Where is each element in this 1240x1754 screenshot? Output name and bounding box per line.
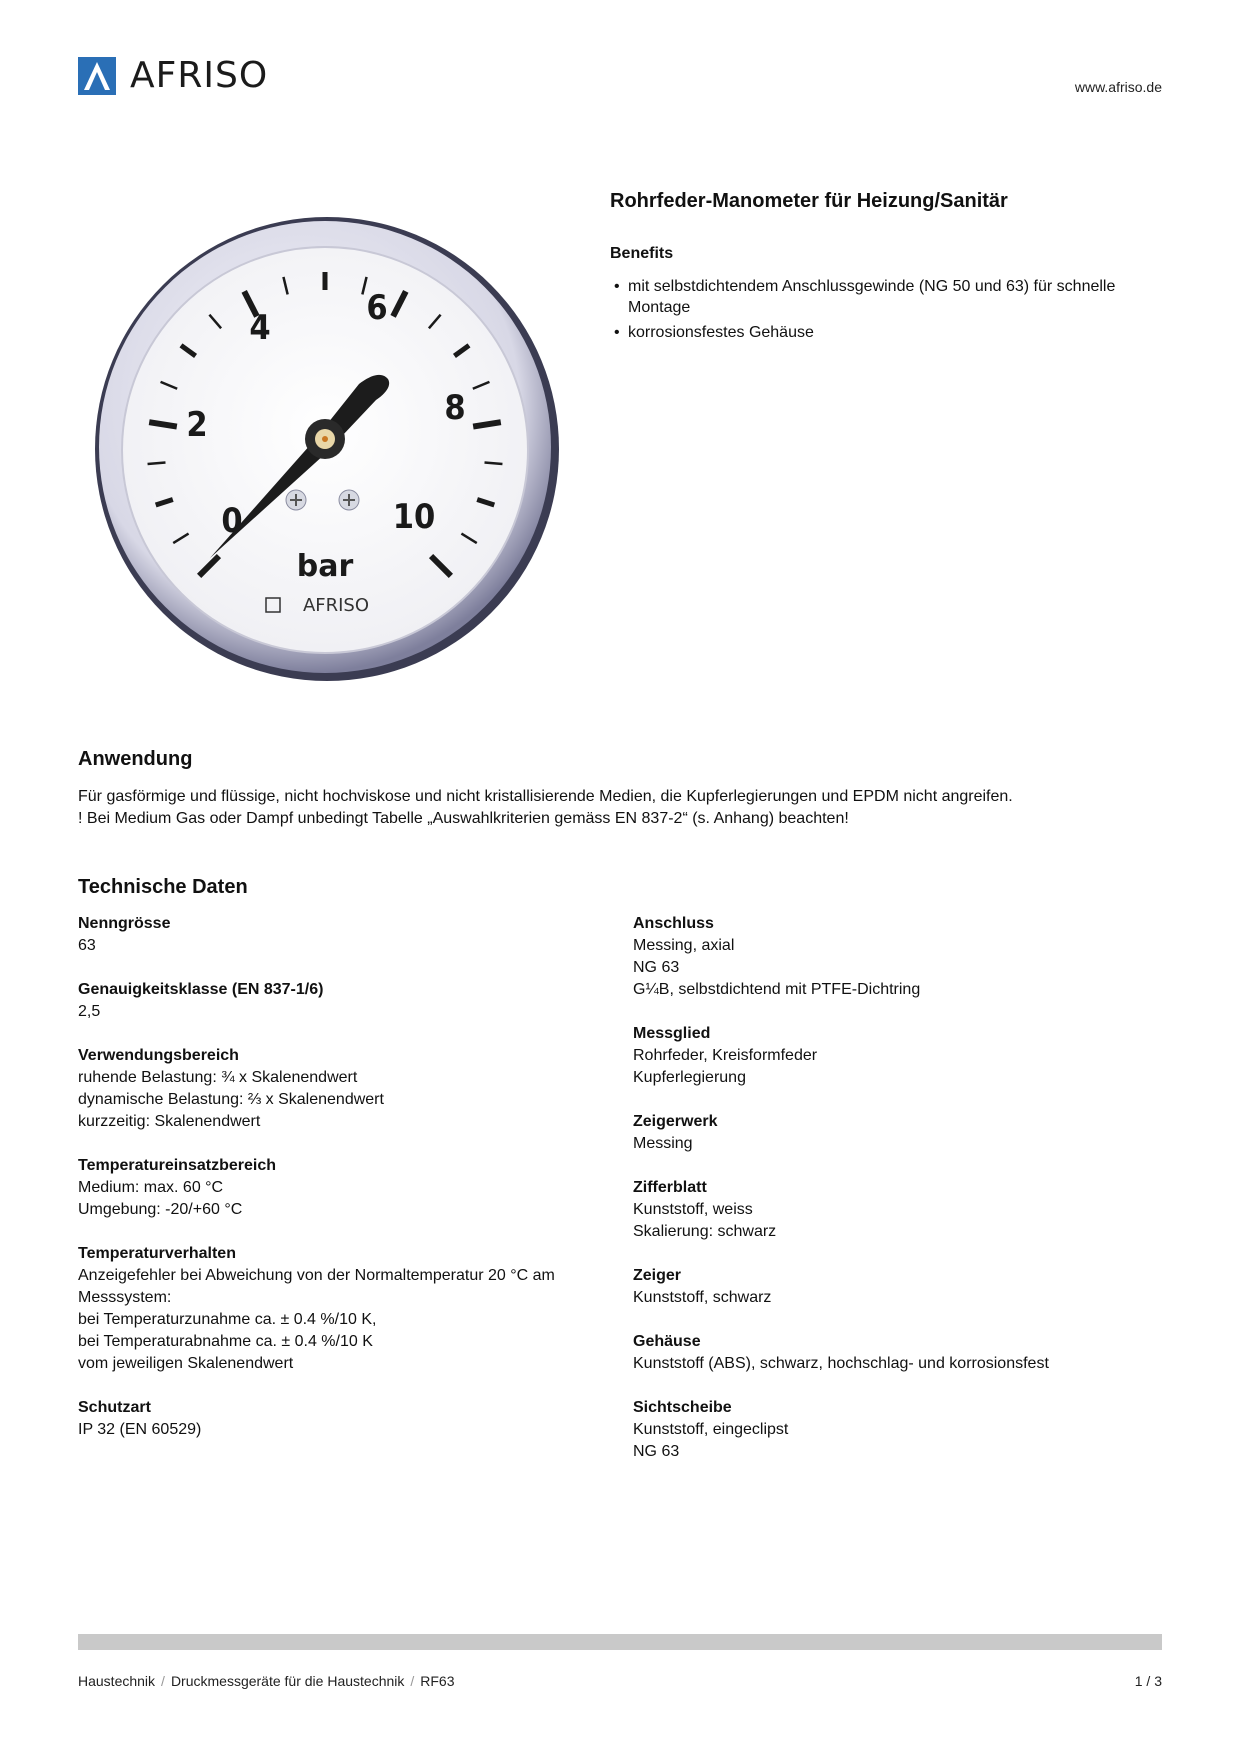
scale-label: 0 bbox=[221, 501, 243, 541]
spec-value: Umgebung: -20/+60 °C bbox=[78, 1201, 243, 1218]
application-heading: Anwendung bbox=[78, 748, 193, 770]
breadcrumb-item[interactable]: RF63 bbox=[420, 1673, 455, 1689]
dial-brand: AFRISO bbox=[302, 595, 370, 616]
breadcrumb bbox=[78, 1673, 455, 1689]
spec-label: Zeiger bbox=[633, 1267, 682, 1284]
gauge-tick bbox=[148, 463, 166, 464]
spec-label: Zeigerwerk bbox=[633, 1113, 718, 1130]
spec-value: IP 32 (EN 60529) bbox=[78, 1421, 202, 1438]
gauge-tick bbox=[485, 463, 503, 464]
spec-value: Kunststoff, schwarz bbox=[633, 1289, 772, 1306]
spec-value: 63 bbox=[78, 937, 96, 954]
spec-label: Verwendungsbereich bbox=[78, 1047, 239, 1064]
product-image bbox=[92, 214, 562, 684]
spec-value: bei Temperaturzunahme ca. ± 0.4 %/10 K, bbox=[78, 1311, 377, 1328]
page-number: 1 / 3 bbox=[1134, 1673, 1162, 1689]
spec-label: Schutzart bbox=[78, 1399, 151, 1416]
spec-label: Nenngrösse bbox=[78, 915, 171, 932]
website-link[interactable]: www.afriso.de bbox=[1074, 79, 1162, 95]
spec-zeiger bbox=[633, 1265, 1173, 1309]
spec-value: Kupferlegierung bbox=[633, 1069, 746, 1086]
scale-label: 2 bbox=[186, 405, 208, 445]
spec-label: Zifferblatt bbox=[633, 1179, 707, 1196]
spec-temperatureinsatzbereich bbox=[78, 1155, 618, 1221]
benefits-heading: Benefits bbox=[610, 245, 674, 262]
benefit-item: • korrosionsfestes Gehäuse bbox=[614, 322, 1174, 343]
spec-value: ruhende Belastung: ¾ x Skalenendwert bbox=[78, 1069, 358, 1086]
footer-divider-bar bbox=[78, 1634, 1162, 1650]
spec-value: Messsystem: bbox=[78, 1289, 172, 1306]
spec-value: Medium: max. 60 °C bbox=[78, 1179, 224, 1196]
breadcrumb-item[interactable]: Haustechnik bbox=[78, 1673, 156, 1689]
scale-label: 6 bbox=[366, 288, 388, 328]
benefits-list bbox=[614, 276, 1174, 347]
spec-verwendungsbereich bbox=[78, 1045, 618, 1133]
spec-label: Temperatureinsatzbereich bbox=[78, 1157, 276, 1174]
spec-value: bei Temperaturabnahme ca. ± 0.4 %/10 K bbox=[78, 1333, 373, 1350]
spec-value: Skalierung: schwarz bbox=[633, 1223, 777, 1240]
spec-value: kurzzeitig: Skalenendwert bbox=[78, 1113, 261, 1130]
application-text bbox=[78, 786, 1168, 830]
spec-value: vom jeweiligen Skalenendwert bbox=[78, 1355, 294, 1372]
breadcrumb-item[interactable]: Druckmessgeräte für die Haustechnik bbox=[170, 1673, 405, 1689]
afriso-logo-icon bbox=[78, 57, 116, 95]
spec-label: Gehäuse bbox=[633, 1333, 701, 1350]
unit-label: bar bbox=[296, 549, 354, 584]
spec-nenngroesse bbox=[78, 913, 618, 957]
spec-value: Kunststoff (ABS), schwarz, hochschlag- und korrosionsfest bbox=[633, 1355, 1049, 1372]
spec-zifferblatt bbox=[633, 1177, 1173, 1243]
spec-schutzart bbox=[78, 1397, 618, 1441]
scale-label: 4 bbox=[249, 308, 271, 348]
technical-left-column bbox=[78, 913, 618, 1463]
application-line: ! Bei Medium Gas oder Dampf unbedingt Tabelle „Auswahlkriterien gemäss EN 837-2“ (s. Anhang) beachten! bbox=[78, 810, 849, 827]
brand-name: AFRISO bbox=[130, 55, 269, 96]
scale-label: 10 bbox=[392, 497, 436, 537]
spec-value: 2,5 bbox=[78, 1003, 101, 1020]
spec-value: NG 63 bbox=[633, 959, 680, 976]
spec-value: Kunststoff, eingeclipst bbox=[633, 1421, 789, 1438]
spec-label: Messglied bbox=[633, 1025, 711, 1042]
breadcrumb-separator: / bbox=[410, 1673, 415, 1689]
scale-label: 8 bbox=[444, 388, 466, 428]
brand-logo bbox=[78, 55, 268, 96]
spec-value: G¼B, selbstdichtend mit PTFE-Dichtring bbox=[633, 981, 921, 998]
spec-messglied bbox=[633, 1023, 1173, 1089]
product-title: Rohrfeder-Manometer für Heizung/Sanitär bbox=[610, 190, 1008, 212]
spec-gehaeuse bbox=[633, 1331, 1173, 1375]
spec-label: Temperaturverhalten bbox=[78, 1245, 236, 1262]
spec-genauigkeitsklasse bbox=[78, 979, 618, 1023]
spec-label: Genauigkeitsklasse (EN 837-1/6) bbox=[78, 981, 324, 998]
application-line: Für gasförmige und flüssige, nicht hochviskose und nicht kristallisierende Medien, die Kupferlegierungen und EPDM nicht angreifen. bbox=[78, 788, 1013, 805]
spec-sichtscheibe bbox=[633, 1397, 1173, 1463]
benefit-item: • mit selbstdichtendem Anschlussgewinde (NG 50 und 63) für schnelle Montage bbox=[614, 276, 1174, 318]
spec-value: Kunststoff, weiss bbox=[633, 1201, 753, 1218]
spec-anschluss bbox=[633, 913, 1173, 1001]
technical-heading: Technische Daten bbox=[78, 876, 248, 898]
spec-value: Rohrfeder, Kreisformfeder bbox=[633, 1047, 818, 1064]
spec-value: Messing, axial bbox=[633, 937, 735, 954]
spec-value: NG 63 bbox=[633, 1443, 680, 1460]
spec-zeigerwerk bbox=[633, 1111, 1173, 1155]
spec-value: Messing bbox=[633, 1135, 693, 1152]
technical-right-column bbox=[633, 913, 1173, 1485]
spec-value: dynamische Belastung: ⅔ x Skalenendwert bbox=[78, 1091, 384, 1108]
spec-label: Sichtscheibe bbox=[633, 1399, 732, 1416]
spec-temperaturverhalten bbox=[78, 1243, 618, 1375]
spec-value: Anzeigefehler bei Abweichung von der Normaltemperatur 20 °C am bbox=[78, 1267, 555, 1284]
breadcrumb-separator: / bbox=[161, 1673, 165, 1689]
spec-label: Anschluss bbox=[633, 915, 714, 932]
